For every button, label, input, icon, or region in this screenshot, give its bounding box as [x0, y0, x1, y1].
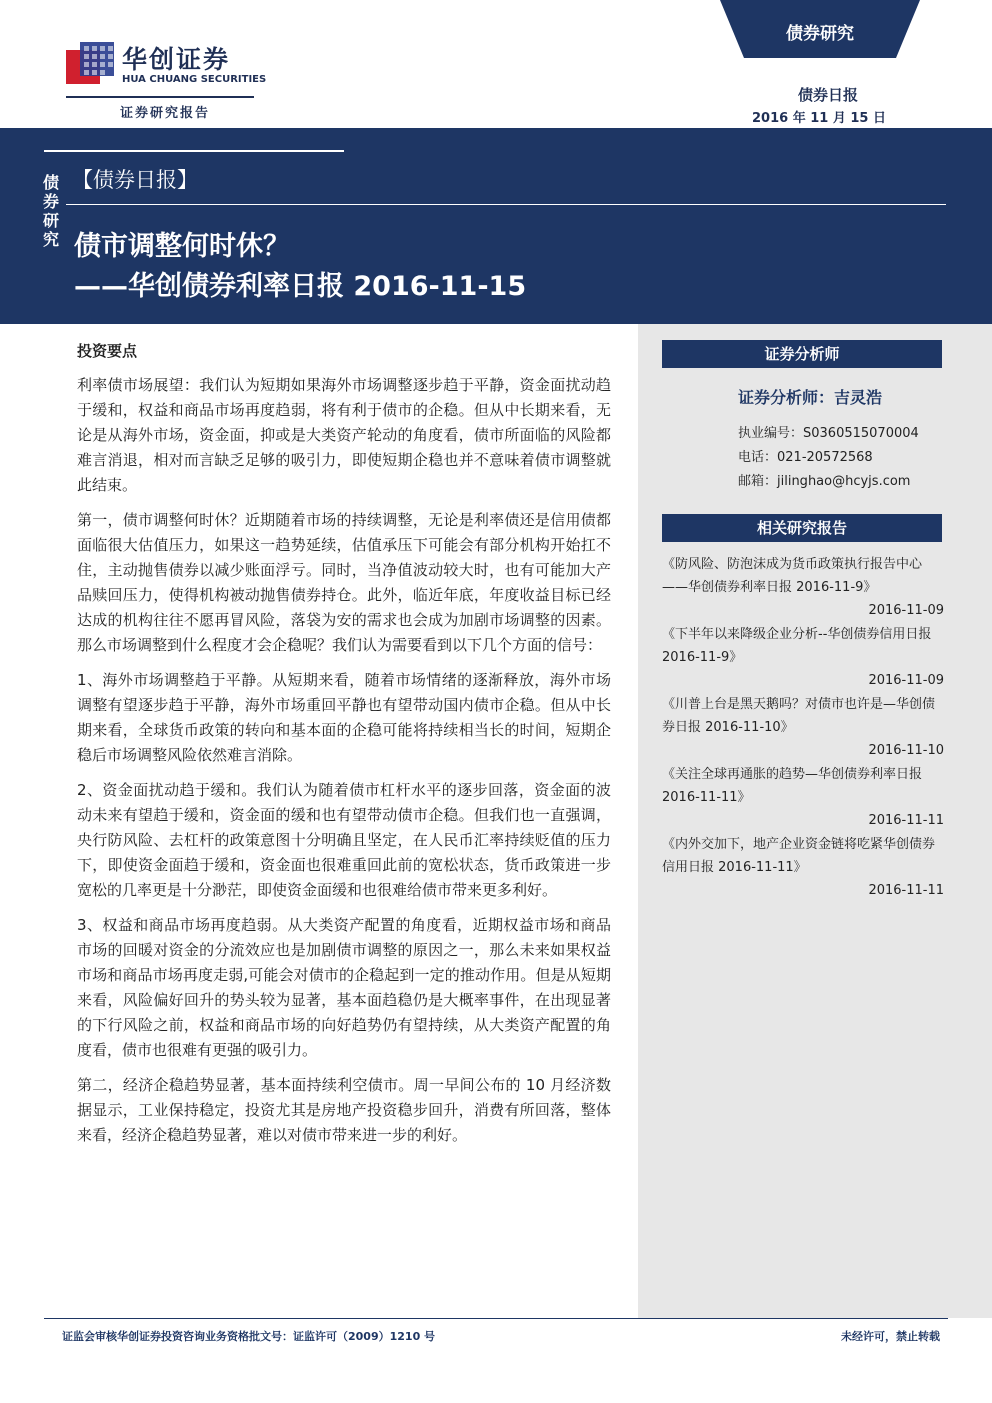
paragraph: 2、资金面扰动趋于缓和。我们认为随着债市杠杆水平的逐步回落，资金面的波动未来有望趋于缓和，资金面的缓和也有望带动债市企稳。但我们也一直强调，央行防风险、去杠杆的政策意图十分明确且坚定，在人民币汇率持续贬值的压力下，即使资金面趋于缓和，资金面也很难重回此前的宽松状态，货币政策进一步宽松的几率更是十分渺茫，即使资金面缓和也很难给债市带来更多利好。 — [77, 781, 611, 899]
paragraph: 利率债市场展望：我们认为短期如果海外市场调整逐步趋于平静，资金面扰动趋于缓和，权益和商品市场再度趋弱，将有利于债市的企稳。但从中长期来看，无论是从海外市场，资金面，抑或是大类资产轮动的角度看，债市所面临的风险都难言消退，相对而言缺乏足够的吸引力，即使短期企稳也并不意味着债市调整就此结束。 — [77, 376, 611, 494]
sidebar — [638, 324, 992, 1318]
related-report-title: 《内外交加下，地产企业资金链将吃紧华创债券信用日报 2016-11-11》 — [662, 837, 936, 875]
report-subtitle: ——华创债券利率日报 2016-11-15 — [74, 271, 527, 302]
document-date: 2016 年 11 月 15 日 — [752, 111, 886, 126]
paragraph: 第二，经济企稳趋势显著，基本面持续利空债市。周一早间公布的 10 月经济数据显示，工业保持稳定，投资尤其是房地产投资稳步回升，消费有所回落，整体来看，经济企稳趋势显著，难以对债市带来进一步的利好。 — [77, 1076, 611, 1144]
analyst-license: 执业编号：S0360515070004 — [738, 426, 919, 441]
banner-vertical-label: 债券研究 — [42, 173, 59, 249]
paragraph: 3、权益和商品市场再度趋弱。从大类资产配置的角度看，近期权益市场和商品市场的回暖对资金的分流效应也是加剧债市调整的原因之一，那么未来如果权益市场和商品市场再度走弱,可能会对债市的企稳起到一定的推动作用。但是从短期来看，风险偏好回升的势头较为显著，基本面趋稳仍是大概率事件，在出现显著的下行风险之前，权益和商品市场的向好趋势仍有望持续，从大类资产配置的角度看，债市也很难有更强的吸引力。 — [77, 916, 611, 1059]
related-report-date: 2016-11-11 — [868, 883, 944, 898]
related-report-date: 2016-11-09 — [868, 603, 944, 618]
analyst-section-header: 证券分析师 — [662, 340, 942, 368]
paragraph: 第一，债市调整何时休？近期随着市场的持续调整，无论是利率债还是信用债都面临很大估值压力，如果这一趋势延续，估值承压下可能会有部分机构开始扛不住，主动抛售债券以减少账面浮亏。同时，当净值波动较大时，也有可能加大产品赎回压力，使得机构被动抛售债券持仓。此外，临近年底，年度收益目标已经达成的机构往往不愿再冒风险，落袋为安的需求也会成为加剧市场调整的因素。那么市场调整到什么程度才会企稳呢？我们认为需要看到以下几个方面的信号： — [77, 511, 611, 654]
title-banner — [0, 128, 992, 324]
related-reports-list — [662, 553, 944, 903]
footer-copyright: 未经许可，禁止转载 — [841, 1330, 940, 1343]
banner-rule — [66, 204, 946, 205]
header-divider — [66, 96, 254, 98]
document-kind: 债券日报 — [797, 86, 858, 104]
banner-tag: 【债券日报】 — [72, 168, 198, 192]
analyst-name: 证券分析师：吉灵浩 — [738, 388, 883, 407]
analyst-email: 邮箱：jilinghao@hcyjs.com — [738, 474, 911, 489]
related-report-title: 《关注全球再通胀的趋势—华创债券利率日报 2016-11-11》 — [662, 767, 923, 805]
related-report-title: 《川普上台是黑天鹅吗？对债市也许是—华创债券日报 2016-11-10》 — [662, 697, 936, 735]
banner-top-rule — [44, 150, 344, 152]
related-report-date: 2016-11-11 — [868, 813, 944, 828]
related-report-date: 2016-11-09 — [868, 673, 944, 688]
company-logo — [66, 40, 267, 92]
corner-tab-label: 债券研究 — [786, 24, 854, 44]
analyst-phone: 电话：021-20572568 — [738, 450, 873, 465]
report-title: 债市调整何时休？ — [74, 231, 290, 262]
paragraph: 1、海外市场调整趋于平静。从短期来看，随着市场情绪的逐渐释放，海外市场调整有望逐步趋于平静，海外市场重回平静也有望带动国内债市企稳。但从中长期来看，全球货币政策的转向和基本面的企稳可能将持续相当长的时间，短期企稳后市场调整风险依然难言消除。 — [77, 671, 611, 764]
related-report-date: 2016-11-10 — [868, 743, 944, 758]
related-report-title: 《防风险、防泡沫成为货币政策执行报告中心——华创债券利率日报 2016-11-9》 — [662, 557, 923, 595]
related-report-title: 《下半年以来降级企业分析--华创债券信用日报 2016-11-9》 — [662, 627, 932, 665]
related-reports-header: 相关研究报告 — [662, 514, 942, 542]
logo-english-name: HUA CHUANG SECURITIES — [122, 74, 267, 85]
main-content — [77, 336, 611, 1158]
section-title: 投资要点 — [77, 342, 138, 360]
logo-mark-icon — [66, 42, 114, 90]
footer-license-note: 证监会审核华创证券投资咨询业务资格批文号：证监许可（2009）1210 号 — [62, 1330, 436, 1343]
corner-category-tab — [720, 0, 920, 58]
report-type: 证券研究报告 — [120, 106, 211, 121]
footer-divider — [44, 1318, 948, 1319]
logo-chinese-name: 华创证券 — [122, 45, 231, 74]
